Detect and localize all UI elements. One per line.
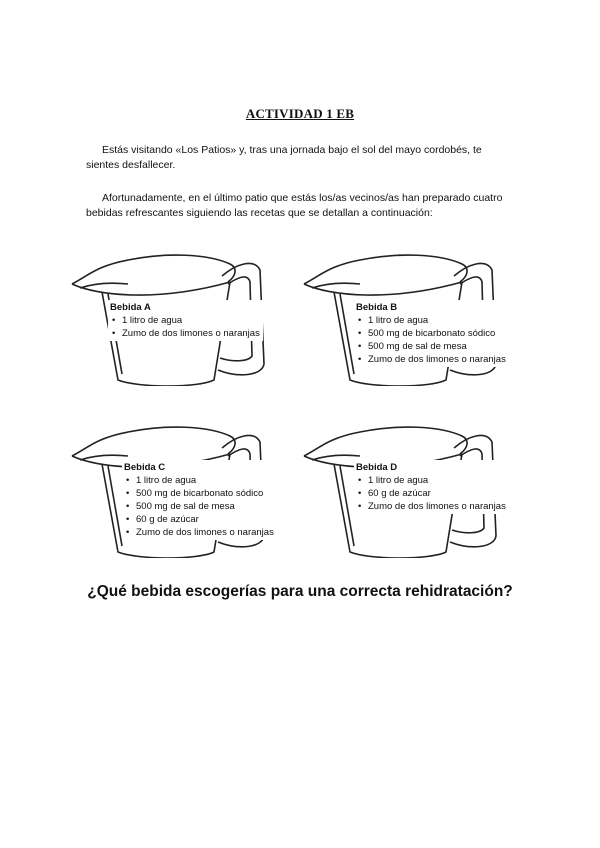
- drink-card-d: [300, 408, 520, 558]
- ingredient: • 1 litro de agua: [110, 314, 260, 327]
- ingredient: • 500 mg de sal de mesa: [124, 500, 274, 513]
- recipe-b: [354, 300, 509, 367]
- drink-name: Bebida D: [356, 462, 398, 473]
- ingredient: • 1 litro de agua: [356, 474, 506, 487]
- ingredient: • 500 mg de bicarbonato sódico: [356, 327, 506, 340]
- ingredient: • 60 g de azúcar: [124, 513, 274, 526]
- ingredient: • 60 g de azúcar: [356, 487, 506, 500]
- recipe-c: [122, 460, 277, 540]
- recipe-a: [108, 300, 263, 341]
- ingredient: • Zumo de dos limones o naranjas: [356, 353, 506, 366]
- intro-paragraph: Estás visitando «Los Patios» y, tras una jornada bajo el sol del mayo cordobés, te sientes desfallecer.: [86, 144, 482, 171]
- ingredient: • Zumo de dos limones o naranjas: [110, 327, 260, 340]
- drink-card-a: [68, 236, 288, 386]
- question: ¿Qué bebida escogerías para una correcta rehidratación?: [87, 583, 513, 600]
- ingredient: • 500 mg de sal de mesa: [356, 340, 506, 353]
- ingredient: • 1 litro de agua: [124, 474, 274, 487]
- drink-name: Bebida B: [356, 302, 398, 313]
- drink-name: Bebida A: [110, 302, 151, 313]
- ingredient: • 1 litro de agua: [356, 314, 506, 327]
- recipe-d: [354, 460, 509, 514]
- drink-card-b: [300, 236, 520, 386]
- ingredient: • Zumo de dos limones o naranjas: [356, 500, 506, 513]
- ingredient: • 500 mg de bicarbonato sódico: [124, 487, 274, 500]
- ingredient: • Zumo de dos limones o naranjas: [124, 526, 274, 539]
- activity-title: ACTIVIDAD 1 EB: [245, 106, 355, 121]
- drink-card-c: [68, 408, 288, 558]
- context-paragraph: Afortunadamente, en el último patio que estás los/as vecinos/as han preparado cuatro bebidas refrescantes siguiendo las recetas que se detallan a continuación:: [86, 192, 503, 219]
- drink-name: Bebida C: [124, 462, 166, 473]
